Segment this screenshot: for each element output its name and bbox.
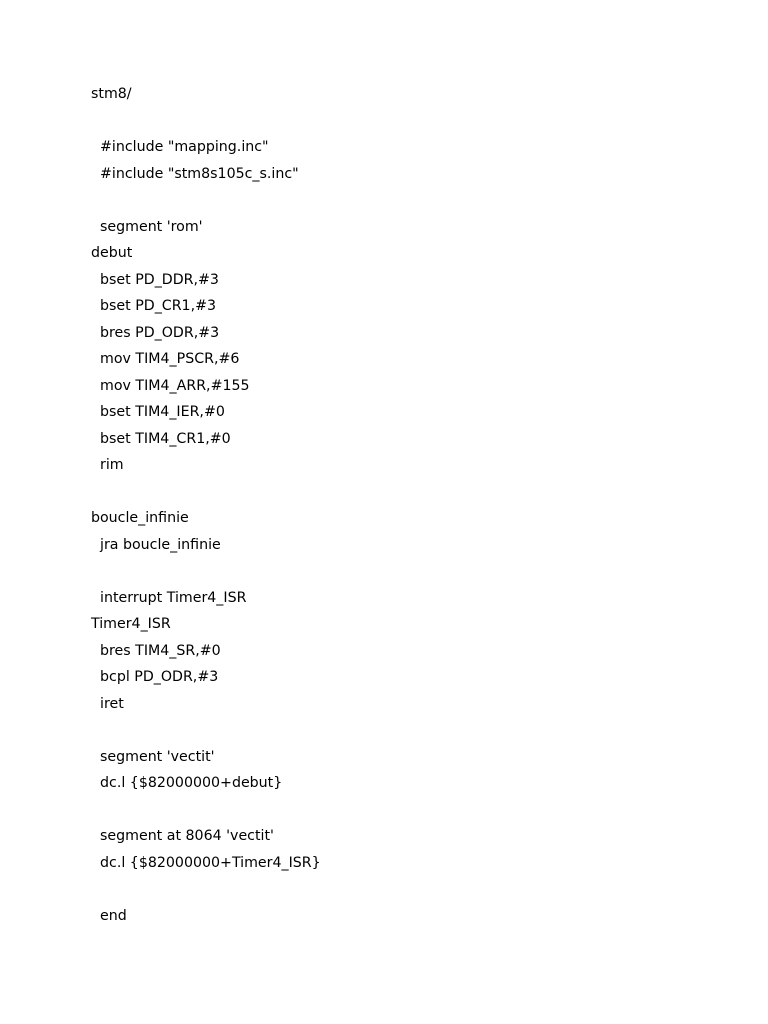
- code-line: end: [91, 907, 127, 924]
- code-line: rim: [91, 457, 124, 473]
- code-line: bset TIM4_IER,#0: [91, 404, 225, 420]
- code-line: bset PD_DDR,#3: [91, 271, 219, 288]
- code-line: #include "stm8s105c_s.inc": [91, 165, 299, 182]
- code-line: dc.l {$82000000+debut}: [91, 775, 283, 791]
- code-line: #include "mapping.inc": [91, 139, 269, 155]
- code-line: boucle_infinie: [91, 510, 189, 526]
- code-line: [91, 187, 321, 214]
- code-line: [91, 108, 321, 135]
- code-line: iret: [91, 695, 124, 712]
- code-line: segment at 8064 'vectit': [91, 828, 274, 844]
- code-line: mov TIM4_ARR,#155: [91, 377, 250, 394]
- code-line: [91, 558, 321, 585]
- code-line: dc.l {$82000000+Timer4_ISR}: [91, 854, 321, 871]
- code-line: [91, 876, 321, 903]
- code-line: [91, 717, 321, 744]
- code-line: segment 'rom': [91, 218, 203, 235]
- code-line: stm8/: [91, 86, 132, 102]
- code-line: debut: [91, 245, 133, 261]
- code-line: bres PD_ODR,#3: [91, 324, 220, 341]
- code-line: [91, 479, 321, 506]
- code-line: segment 'vectit': [91, 748, 215, 765]
- code-line: bset PD_CR1,#3: [91, 298, 217, 314]
- code-line: mov TIM4_PSCR,#6: [91, 351, 240, 367]
- code-listing: [91, 81, 321, 929]
- code-line: [91, 797, 321, 824]
- code-line: Timer4_ISR: [91, 616, 171, 632]
- code-line: jra boucle_infinie: [91, 536, 221, 553]
- code-line: interrupt Timer4_ISR: [91, 589, 247, 606]
- code-line: bcpl PD_ODR,#3: [91, 669, 219, 685]
- code-line: bset TIM4_CR1,#0: [91, 430, 231, 447]
- code-line: bres TIM4_SR,#0: [91, 642, 221, 659]
